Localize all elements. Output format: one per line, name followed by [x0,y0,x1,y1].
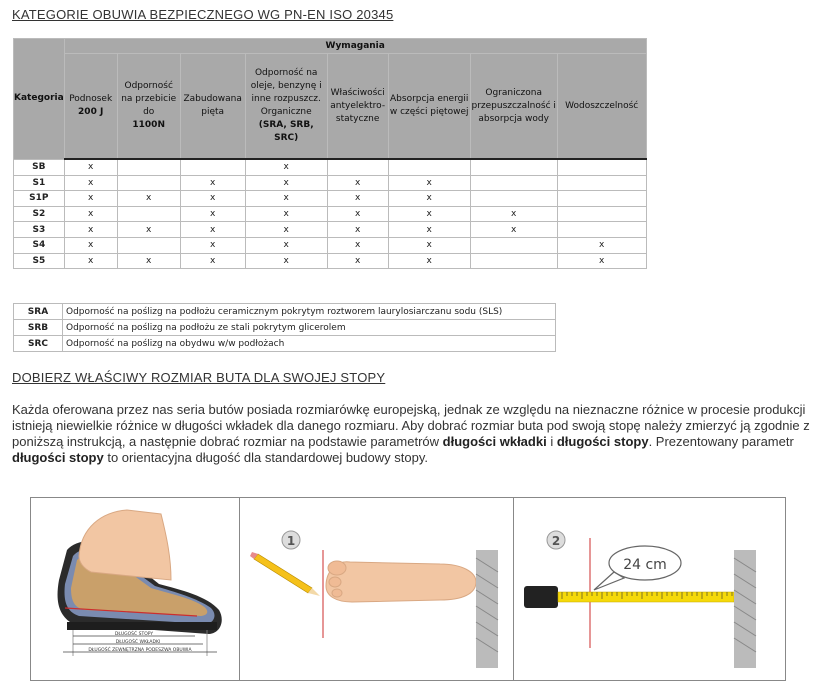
step-1-number: 1 [286,534,296,548]
col-header-category: Kategoria [14,39,65,160]
requirement-cell: x [327,175,388,191]
label-outer-length: DŁUGOŚĆ ZEWNĘTRZNA PODESZWA OBUWIA [88,648,192,653]
requirement-cell: x [388,206,470,222]
requirement-cell: x [388,222,470,238]
label-foot-length: DŁUGOŚĆ STOPY [114,632,154,637]
label-insole-length: DŁUGOŚĆ WKŁADKI [115,640,161,645]
heading-categories: KATEGORIE OBUWIA BEZPIECZNEGO WG PN-EN ISO 20345 [12,7,394,22]
table-row [14,237,647,253]
table-row [14,175,647,191]
requirement-cell: x [557,237,646,253]
requirement-cell [470,159,557,175]
requirement-cell: x [557,253,646,269]
legend-description: Odporność na poślizg na obydwu w/w podłożach [63,336,556,352]
col-header-5: Właściwości antyelektro-statyczne [327,54,388,160]
legend-description: Odporność na poślizg na podłożu ze stali pokrytym glicerolem [63,320,556,336]
requirement-cell: x [245,191,327,207]
category-cell: S5 [14,253,65,269]
table-row [14,222,647,238]
requirement-cell: x [470,206,557,222]
requirement-cell: x [470,222,557,238]
table-row [14,206,647,222]
requirement-cell: x [388,237,470,253]
requirement-cell: x [327,237,388,253]
requirement-cell [470,253,557,269]
requirement-cell [180,159,245,175]
col-header-8: Wodoszczelność [557,54,646,160]
requirement-cell [470,237,557,253]
table-row [14,159,647,175]
requirement-cell: x [245,253,327,269]
requirement-cell: x [64,175,117,191]
requirement-cell: x [117,222,180,238]
legend-table [13,303,556,352]
requirement-cell: x [117,253,180,269]
requirement-cell: x [245,159,327,175]
legend-description: Odporność na poślizg na podłożu ceramicznym pokrytym roztworem laurylosiarczanu sodu (SLS) [63,304,556,320]
col-header-3: Zabudowana pięta [180,54,245,160]
legend-row [14,304,556,320]
requirement-cell: x [180,191,245,207]
requirement-cell: x [388,191,470,207]
bold-insole-length: długości wkładki [442,434,547,449]
category-cell: S1 [14,175,65,191]
requirement-cell [117,206,180,222]
requirement-cell [557,175,646,191]
requirement-cell: x [327,222,388,238]
requirement-cell [388,159,470,175]
legend-row [14,336,556,352]
col-header-6: Absorpcja energii w części piętowej [388,54,470,160]
category-cell: S4 [14,237,65,253]
category-cell: S1P [14,191,65,207]
requirements-table [13,38,647,269]
measurement-diagram [30,497,786,681]
col-header-2: Odporność na przebicie do 1100N [117,54,180,160]
requirement-cell: x [327,206,388,222]
category-cell: S2 [14,206,65,222]
category-cell: SB [14,159,65,175]
requirement-cell [557,206,646,222]
requirement-cell: x [388,253,470,269]
size-instructions: Każda oferowana przez nas seria butów posiada rozmiarówkę europejską, jednak ze względu na nieznaczne różnice w procesie produkcji istnieją niewielkie różnice w długości wkładek dla danego rozmiaru. Aby dobrać rozmiar buta pod swoją stopę należy zmierzyć ją zgodnie z poniższą instrukcją, a następnie dobrać rozmiar na podstawie parametrów długości wkładki i długości stopy. Prezentowany parametr długości stopy to orientacyjna długość dla standardowej budowy stopy. [12,402,810,465]
requirement-cell: x [327,253,388,269]
bold-foot-length: długości stopy [556,434,649,449]
shoe-cross-section [31,498,239,680]
requirement-cell: x [64,253,117,269]
requirement-cell: x [388,175,470,191]
requirement-cell: x [245,237,327,253]
col-header-1: Podnosek 200 J [64,54,117,160]
foot-sole-panel [240,498,513,680]
legend-code: SRB [14,320,63,336]
requirement-cell [117,175,180,191]
requirement-cell [470,175,557,191]
table-row [14,191,647,207]
requirement-cell: x [180,206,245,222]
group-header: Wymagania [64,39,646,54]
requirement-cell [117,237,180,253]
legend-code: SRC [14,336,63,352]
requirement-cell: x [245,175,327,191]
requirement-cell [557,159,646,175]
requirement-cell: x [245,222,327,238]
legend-row [14,320,556,336]
heading-size: DOBIERZ WŁAŚCIWY ROZMIAR BUTA DLA SWOJEJ STOPY [12,370,386,385]
bold-foot-length-2: długości stopy [12,450,104,465]
requirement-cell: x [117,191,180,207]
requirement-cell [470,191,557,207]
measure-label: 24 cm [623,557,667,573]
col-header-7: Ograniczona przepuszczalność i absorpcja wody [470,54,557,160]
requirement-cell [557,191,646,207]
requirement-cell [117,159,180,175]
requirement-cell: x [64,206,117,222]
requirement-cell: x [180,237,245,253]
tape-measure-panel [514,498,785,680]
requirement-cell: x [245,206,327,222]
pencil-icon [250,552,320,596]
table-row [14,253,647,269]
requirement-cell: x [327,191,388,207]
col-header-4: Odporność na oleje, benzynę i inne rozpuszcz. Organiczne (SRA, SRB, SRC) [245,54,327,160]
requirement-cell: x [180,253,245,269]
requirement-cell: x [64,222,117,238]
requirement-cell [327,159,388,175]
requirement-cell: x [180,175,245,191]
requirement-cell [557,222,646,238]
requirement-cell: x [64,191,117,207]
step-2-number: 2 [551,534,561,548]
requirement-cell: x [64,237,117,253]
category-cell: S3 [14,222,65,238]
requirement-cell: x [180,222,245,238]
legend-code: SRA [14,304,63,320]
requirement-cell: x [64,159,117,175]
